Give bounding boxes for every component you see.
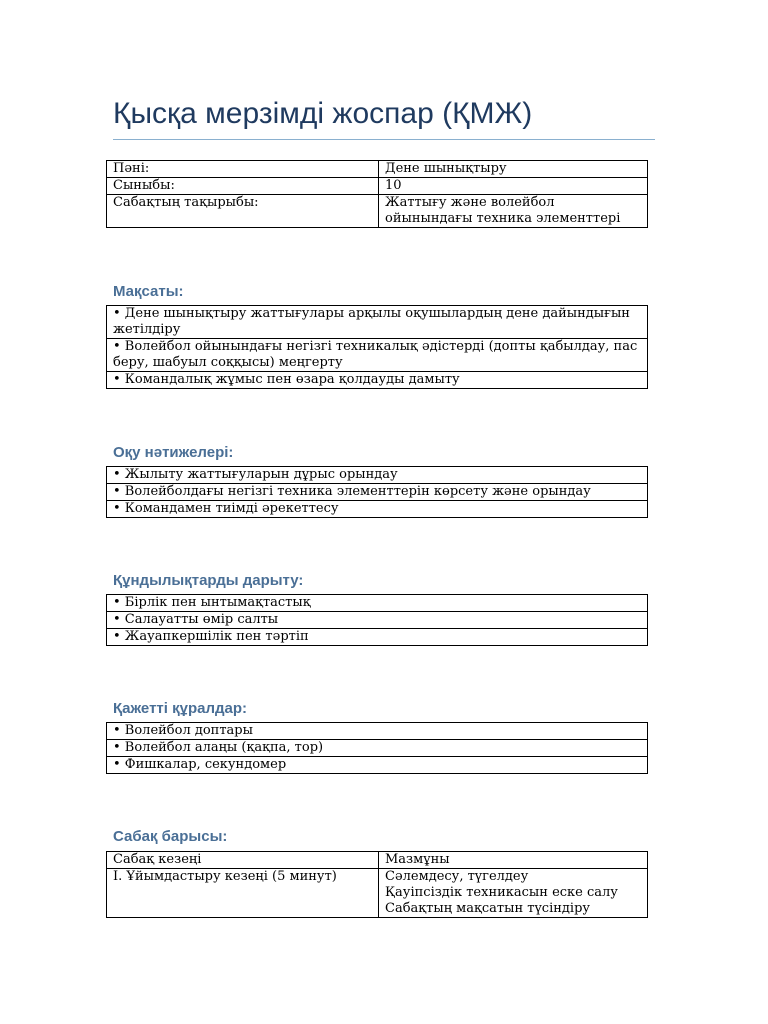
equipment-item: • Волейбол алаңы (қақпа, тор) bbox=[107, 740, 648, 757]
topic-label: Сабақтың тақырыбы: bbox=[107, 195, 379, 228]
table-row bbox=[107, 484, 648, 501]
table-row bbox=[107, 372, 648, 389]
table-row bbox=[107, 339, 648, 372]
content-line: Сәлемдесу, түгелдеу bbox=[385, 869, 529, 884]
content-cell bbox=[379, 869, 648, 918]
goal-item: • Командалық жұмыс пен өзара қолдауды дамыту bbox=[107, 372, 648, 389]
content-column-header: Мазмұны bbox=[379, 852, 648, 869]
stage-cell: I. Ұйымдастыру кезеңі (5 минут) bbox=[107, 869, 379, 918]
equipment-heading: Қажетті құралдар: bbox=[113, 700, 248, 717]
table-row bbox=[107, 467, 648, 484]
value-item: • Бірлік пен ынтымақтастық bbox=[107, 595, 648, 612]
goal-item: • Волейбол ойынындағы негізгі техникалық әдістерді (допты қабылдау, пас беру, шабуыл соққысы) меңгерту bbox=[107, 339, 648, 372]
content-line: Қауіпсіздік техникасын еске салу bbox=[385, 885, 618, 900]
table-row bbox=[107, 501, 648, 518]
lesson-heading: Сабақ барысы: bbox=[113, 828, 228, 845]
topic-value: Жаттығу және волейбол ойынындағы техника элементтері bbox=[379, 195, 648, 228]
page-title: Қысқа мерзімді жоспар (ҚМЖ) bbox=[113, 97, 533, 130]
subject-label: Пәні: bbox=[107, 161, 379, 178]
goals-table bbox=[106, 305, 648, 389]
equipment-item: • Волейбол доптары bbox=[107, 723, 648, 740]
outcomes-table bbox=[106, 466, 648, 518]
table-row bbox=[107, 869, 648, 918]
table-row bbox=[107, 612, 648, 629]
stage-column-header: Сабақ кезеңі bbox=[107, 852, 379, 869]
table-row bbox=[107, 195, 648, 228]
grade-label: Сыныбы: bbox=[107, 178, 379, 195]
table-row bbox=[107, 595, 648, 612]
value-item: • Салауатты өмір салты bbox=[107, 612, 648, 629]
equipment-table bbox=[106, 722, 648, 774]
table-row bbox=[107, 178, 648, 195]
content-line: Сабақтың мақсатын түсіндіру bbox=[385, 901, 591, 916]
table-row bbox=[107, 629, 648, 646]
lesson-table bbox=[106, 851, 648, 918]
outcome-item: • Волейболдағы негізгі техника элементтерін көрсету және орындау bbox=[107, 484, 648, 501]
values-heading: Құндылықтарды дарыту: bbox=[113, 572, 304, 589]
outcome-item: • Командамен тиімді әрекеттесу bbox=[107, 501, 648, 518]
info-table bbox=[106, 160, 648, 228]
subject-value: Дене шынықтыру bbox=[379, 161, 648, 178]
value-item: • Жауапкершілік пен тәртіп bbox=[107, 629, 648, 646]
table-header-row bbox=[107, 852, 648, 869]
table-row bbox=[107, 161, 648, 178]
table-row bbox=[107, 723, 648, 740]
title-underline bbox=[113, 139, 655, 140]
outcomes-heading: Оқу нәтижелері: bbox=[113, 444, 234, 461]
table-row bbox=[107, 757, 648, 774]
grade-value: 10 bbox=[379, 178, 648, 195]
values-table bbox=[106, 594, 648, 646]
table-row bbox=[107, 306, 648, 339]
outcome-item: • Жылыту жаттығуларын дұрыс орындау bbox=[107, 467, 648, 484]
goals-heading: Мақсаты: bbox=[113, 283, 184, 300]
goal-item: • Дене шынықтыру жаттығулары арқылы оқушылардың дене дайындығын жетілдіру bbox=[107, 306, 648, 339]
equipment-item: • Фишкалар, секундомер bbox=[107, 757, 648, 774]
table-row bbox=[107, 740, 648, 757]
